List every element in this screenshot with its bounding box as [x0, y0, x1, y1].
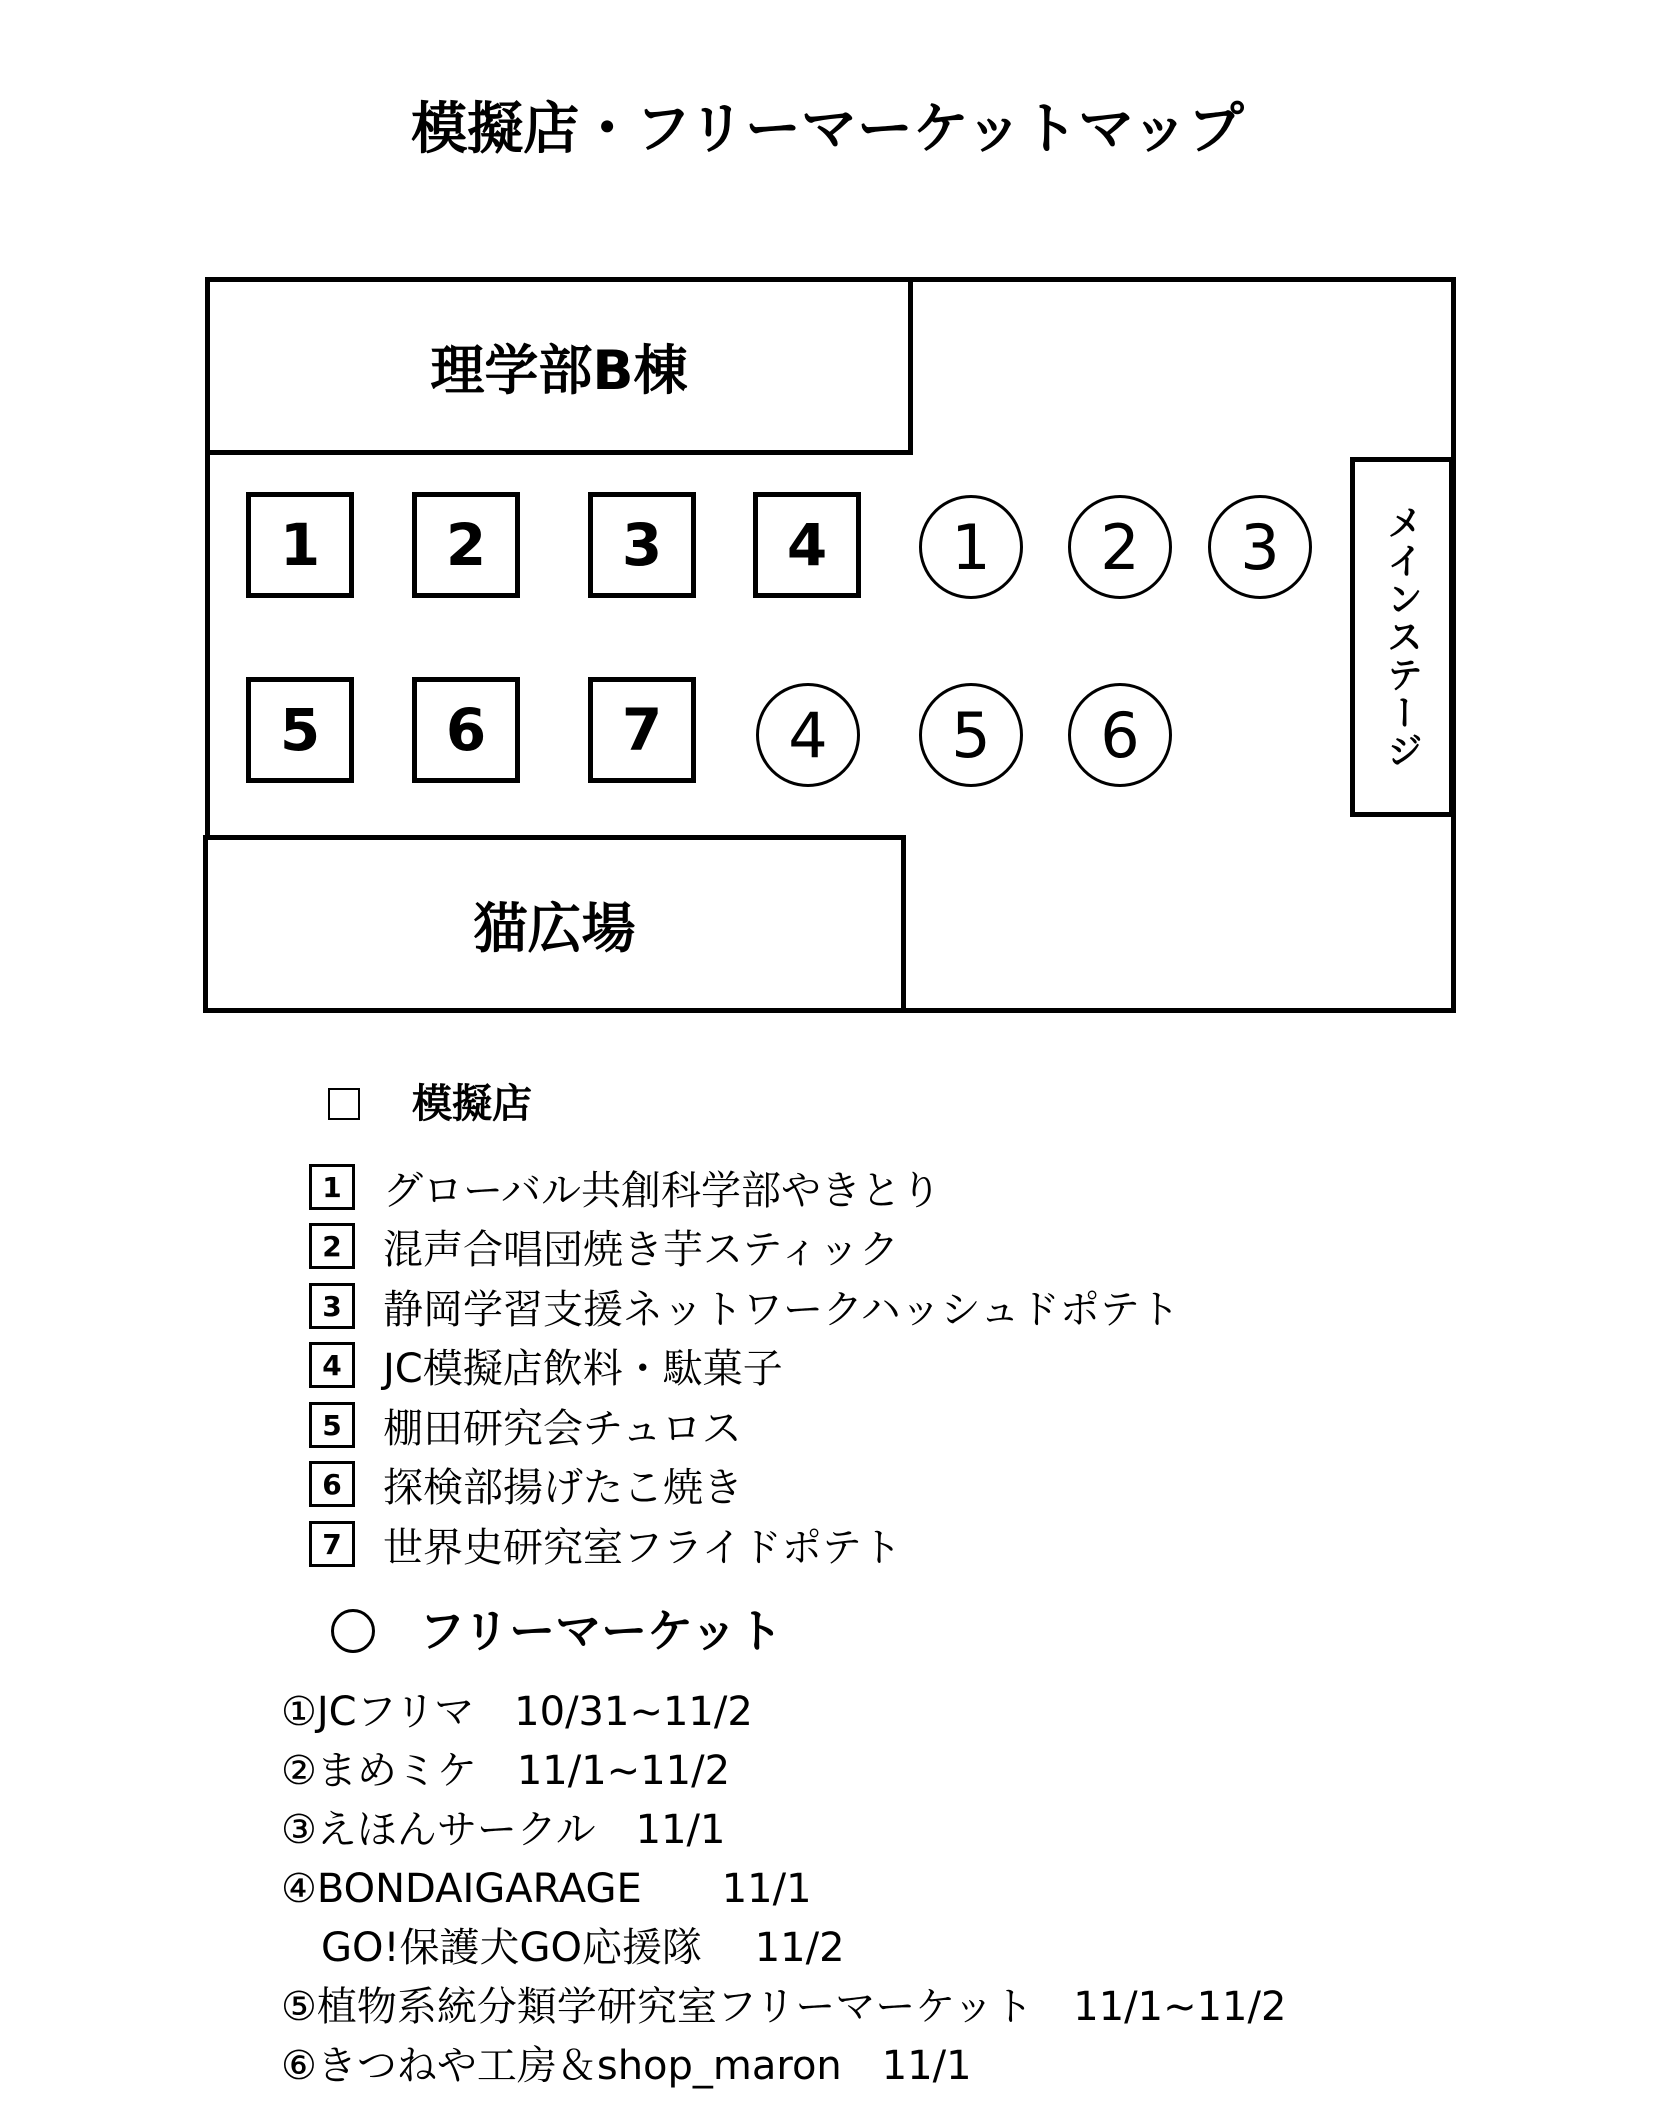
stall-number: 4	[309, 1342, 355, 1388]
stall-legend-item	[309, 1459, 743, 1509]
stall-marker: 4	[753, 492, 861, 598]
flea-marker	[1068, 495, 1172, 599]
flea-legend-title: フリーマーケット	[419, 1604, 783, 1658]
building-rigakubu-b: 理学部B棟	[205, 277, 913, 455]
flea-legend-header	[331, 1606, 783, 1656]
stall-name: 探検部揚げたこ焼き	[383, 1464, 743, 1511]
stall-number: 6	[309, 1461, 355, 1507]
flea-marker-label: 2	[1100, 510, 1140, 584]
stall-legend-item	[309, 1162, 941, 1212]
stall-marker: 1	[246, 492, 354, 598]
stall-number: 3	[309, 1283, 355, 1329]
stall-legend-item	[309, 1221, 899, 1271]
stalls-legend-header	[328, 1079, 532, 1129]
stall-name: 静岡学習支援ネットワークハッシュドポテト	[383, 1286, 1180, 1333]
stall-legend-item	[309, 1519, 902, 1569]
flea-legend-item: GO!保護犬GO応援隊 11/2	[281, 1925, 845, 1971]
flea-marker	[1068, 683, 1172, 787]
stall-number: 2	[309, 1223, 355, 1269]
flea-marker	[1208, 495, 1312, 599]
flea-marker-label: 3	[1240, 510, 1280, 584]
stalls-legend-title: 模擬店	[412, 1081, 532, 1127]
stall-number: 7	[309, 1521, 355, 1567]
flea-marker	[756, 683, 860, 787]
stall-marker: 2	[412, 492, 520, 598]
flea-legend-item: ②まめミケ 11/1~11/2	[281, 1748, 731, 1794]
stall-marker: 6	[412, 677, 520, 783]
stall-name: 棚田研究会チュロス	[383, 1405, 742, 1452]
stall-marker: 5	[246, 677, 354, 783]
stall-name: 混声合唱団焼き芋スティック	[383, 1226, 899, 1273]
circle-icon	[331, 1609, 375, 1653]
stall-marker: 3	[588, 492, 696, 598]
flea-legend-item: ①JCフリマ 10/31~11/2	[281, 1689, 753, 1735]
stall-marker: 7	[588, 677, 696, 783]
stall-legend-item	[309, 1281, 1180, 1331]
flea-marker-label: 5	[951, 698, 991, 772]
stall-number: 1	[309, 1164, 355, 1210]
stall-number: 5	[309, 1402, 355, 1448]
main-stage: メインステージ	[1350, 457, 1454, 817]
flea-legend-item: ⑤植物系統分類学研究室フリーマーケット 11/1~11/2	[281, 1984, 1287, 2030]
flea-legend-item: ④BONDAIGARAGE 11/1	[281, 1866, 812, 1912]
flea-marker	[919, 683, 1023, 787]
flea-marker-label: 6	[1100, 698, 1140, 772]
stall-name: 世界史研究室フライドポテト	[383, 1524, 902, 1571]
stall-legend-item	[309, 1340, 783, 1390]
flea-legend-item: ③えほんサークル 11/1	[281, 1807, 726, 1853]
stall-legend-item	[309, 1400, 742, 1450]
square-icon	[328, 1088, 360, 1120]
flea-legend-item: ⑥きつねや工房＆shop_maron 11/1	[281, 2043, 972, 2089]
building-neko-hiroba: 猫広場	[203, 835, 906, 1013]
flea-marker-label: 1	[951, 510, 991, 584]
flea-marker-label: 4	[788, 698, 828, 772]
flea-marker	[919, 495, 1023, 599]
stall-name: JC模擬店飲料・駄菓子	[383, 1345, 783, 1392]
stall-name: グローバル共創科学部やきとり	[383, 1167, 941, 1214]
page-title: 模擬店・フリーマーケットマップ	[411, 97, 1244, 162]
